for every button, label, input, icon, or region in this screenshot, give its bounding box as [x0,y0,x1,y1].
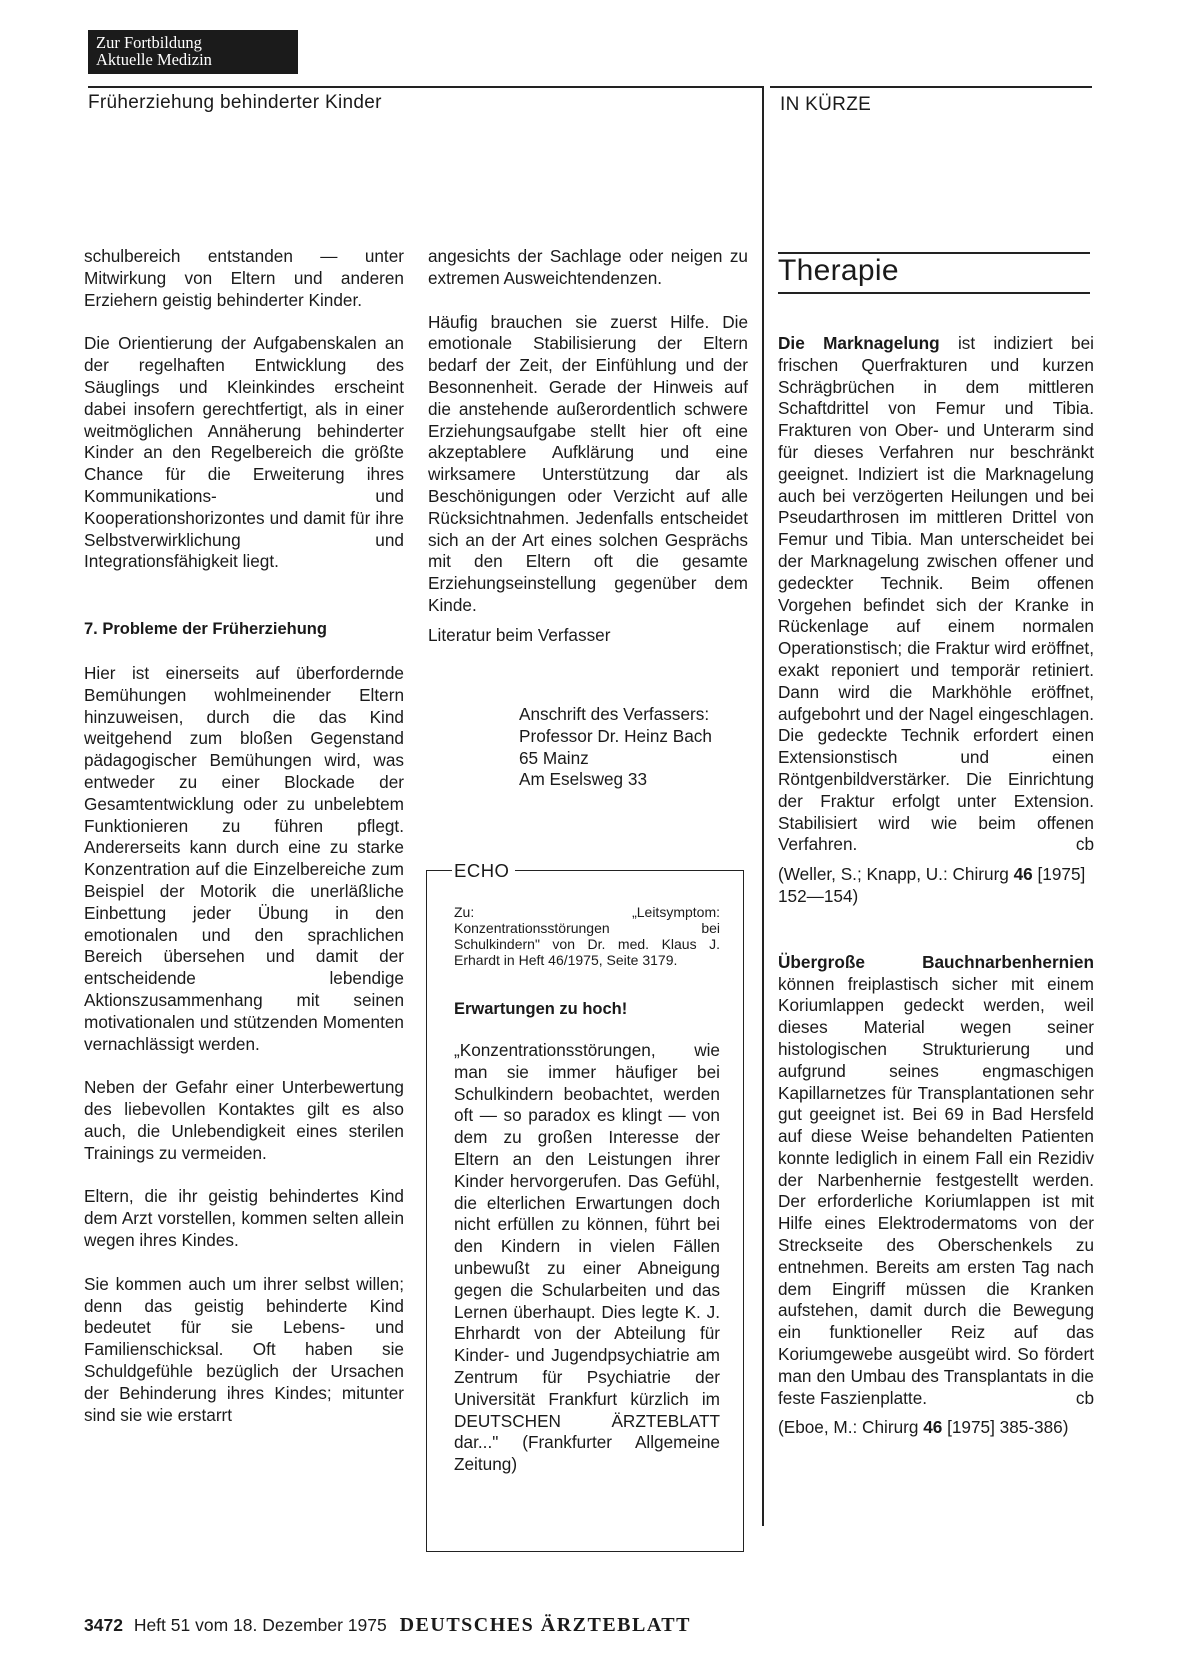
header-rule-left [88,86,762,88]
bauchnarben-body: können freiplastisch sicher mit einem Koriumlappen gedeckt werden, weil dieses Material wegen seiner histologischen Strukturierung und aufgrund seines engmaschigen Kapillarnetzes für Transplantationen sehr gut geeignet ist. Bei 69 in Bad Hersfeld auf diese Weise behandelten Patienten konnte lediglich in einem Fall ein Rezidiv der Narbenhernie festgestellt werden. Der erforderliche Koriumlappen ist mit Hilfe eines Elektrodermatoms von der Streckseite des Oberschenkels zu entnehmen. Bereits am ersten Tag nach dem Eingriff müssen die Kranken aufstehen, damit durch die Bewegung ein funktioneller Reiz auf das Koriumgewebe ausgeübt wird. So fördert man den Umbau des Transplantats in die feste Faszienplatte. [778,973,1094,1408]
col1-paragraph-1: schulbereich entstanden — unter Mitwirkung von Eltern und anderen Erziehern geistig behinderter Kinder. [84,246,404,310]
marknagelung-text [778,333,1094,856]
therapie-rule-bottom [778,292,1090,294]
echo-title: ECHO [452,860,515,882]
echo-heading: Erwartungen zu hoch! [454,1000,628,1018]
marknagelung-term: Die Marknagelung [778,333,940,353]
address-line-4: Am Eselsweg 33 [519,769,648,790]
col1-heading: 7. Probleme der Früherziehung [84,620,327,639]
cite1-volume: 46 [1013,864,1033,885]
column-1 [84,246,404,1426]
cite2-pre: (Eboe, M.: Chirurg [778,1417,924,1438]
page-footer [84,1614,691,1637]
col1-paragraph-4: Neben der Gefahr einer Unterbewertung des liebevollen Kontaktes gilt es also auch, die Unlebendigkeit eines sterilen Trainings zu vermeiden. [84,1077,404,1163]
literature-note: Literatur beim Verfasser [428,624,611,645]
badge-line-1: Zur Fortbildung [96,33,202,52]
bauchnarben-text [778,952,1094,1410]
col2-paragraph-1: angesichts der Sachlage oder neigen zu extremen Ausweichtendenzen. [428,246,748,288]
echo-body-text: „Konzentrationsstörungen, wie man sie immer häufiger bei Schulkindern beobachtet, werden oft — so paradox es klingt — von dem zu großen Interesse der Eltern an den Leistungen ihrer Kinder hervorgerufen. Das Gefühl, die elterlichen Erwartungen doch nicht erfüllen zu können, führt bei den Kindern in vielen Fällen unbewußt zu einer Abneigung gegen die Schularbeiten und das Lernen überhaupt. Dies legte K. J. Ehrhardt von der Abteilung für Kinder- und Jugendpsychiatrie am Zentrum für Psychiatrie der Universität Frankfurt kürzlich im DEUTSCHEN ÄRZTEBLATT dar..." (Frankfurter Allgemeine Zeitung) [454,1040,720,1475]
sidebar-item-1 [778,333,1094,1439]
sidebar-title: IN KÜRZE [780,94,872,115]
address-line-1: Anschrift des Verfassers: [519,704,710,724]
marknagelung-initials: cb [1075,834,1094,855]
bauchnarben-citation [778,1417,1094,1439]
col1-paragraph-3: Hier ist einerseits auf überfordernde Bemühungen wohlmeinender Eltern hinzuweisen, durch die das Kind weitgehend zum bloßen Gegenstand pädagogischer Bemühungen wird, was entweder zu einer Blockade der Gesamtentwicklung oder zu unbelebtem Funktionieren zu führen pflegt. Andererseits kann durch eine zu starke Konzentration auf die Einzelbereiche zum Beispiel der Motorik die unerläßliche Einbettung jeder Übung in den emotionalen und den sprachlichen Bereich übersehen und damit der entscheidende lebendige Aktionszusammenhang mit seinen motivationalen und stützenden Momenten vernachlässigt werden. [84,662,404,1054]
issue-info: Heft 51 vom 18. Dezember 1975 [133,1615,387,1635]
col2-paragraph-2: Häufig brauchen sie zuerst Hilfe. Die emotionale Stabilisierung der Eltern bedarf der Zeit, der Einfühlung und der Besonnenheit. Gerade der Hinweis auf die anstehende außerordentlich schwere Erziehungsaufgabe stellt hier oft eine akzeptablere Aufklärung und eine wirksamere Unterstützung dar als Beschönigungen oder Verzicht auf alle Rücksichtnahmen. Jedenfalls entscheidet sich an der Art eines solchen Gesprächs mit den Eltern oft die gesamte Erziehungseinstellung gegenüber dem Kinde. [428,311,748,615]
cite2-post: [1975] 385-386) [942,1417,1069,1438]
bauchnarben-term: Übergroße Bauchnarbenhernien [778,951,1094,972]
running-title: Früherziehung behinderter Kinder [88,92,382,113]
echo-reference: Zu: „Leitsymptom: Konzentrationsstörungen bei Schulkindern" von Dr. med. Klaus J. Erhardt in Heft 46/1975, Seite 3179. [454,904,720,968]
col1-paragraph-2: Die Orientierung der Aufgabenskalen an der regelhaften Entwicklung des Säuglings und Kleinkindes erscheint dabei insofern gerechtfertigt, als in einer weitmöglichen Annäherung behinderter Kinder an den Regelbereich die größte Chance für die Erweiterung ihres Kommunikations- und Kooperationshorizontes und damit für ihre Selbstverwirklichung und Integrationsfähigkeit liegt. [84,333,404,572]
header-rule-right [770,86,1092,88]
badge-line-2: Aktuelle Medizin [96,50,212,69]
column-2 [428,246,748,647]
col1-paragraph-6: Sie kommen auch um ihrer selbst willen; denn das geistig behinderte Kind bedeutet für sie Lebens- und Familienschicksal. Oft haben sie Schuldgefühle bezüglich der Ursachen der Behinderung ihres Kindes; mitunter sind sie wie erstarrt [84,1273,404,1425]
cite1-pre: (Weller, S.; Knapp, U.: Chirurg [778,864,1014,885]
masthead: DEUTSCHES ÄRZTEBLATT [399,1614,691,1636]
marknagelung-body: ist indiziert bei frischen Querfrakturen und kurzen Schrägbrüchen in dem mittleren Schaftdrittel von Femur und Tibia. Frakturen von Ober- und Unterarm sind für dieses Verfahren nur beschränkt geeignet. Indiziert ist die Marknagelung auch bei verzögerten Heilungen und bei Pseudarthrosen im mittleren Drittel von Femur und Tibia. Man unterscheidet bei der Marknagelung zwischen offener und gedeckter Technik. Beim offenen Vorgehen befindet sich der Kranke in Rückenlage auf einem normalen Operationstisch; die Fraktur wird eröffnet, exakt reponiert und temporär retiniert. Dann wird die Markhöhle eröffnet, aufgebohrt und der Nagel eingeschlagen. Die gedeckte Technik erfordert einen Extensionstisch und einen Röntgenbildverstärker. Die Einrichtung der Fraktur erfolgt unter Extension. Stabilisiert wird wie beim offenen Verfahren. [778,333,1094,855]
section-badge [88,30,298,74]
column-divider [762,86,764,1526]
address-line-3: 65 Mainz [519,747,589,768]
address-line-2: Professor Dr. Heinz Bach [519,725,712,746]
col1-paragraph-5: Eltern, die ihr geistig behindertes Kind dem Arzt vorstellen, kommen selten allein wegen ihres Kindes. [84,1186,404,1251]
page-number: 3472 [84,1615,123,1635]
cite1-post: [1975] 152—154) [778,864,1086,906]
cite2-volume: 46 [923,1417,943,1438]
therapie-heading: Therapie [778,254,899,287]
echo-body [454,1040,720,1476]
author-address [519,704,749,791]
marknagelung-citation [778,864,1094,908]
bauchnarben-initials: cb [1075,1387,1094,1408]
